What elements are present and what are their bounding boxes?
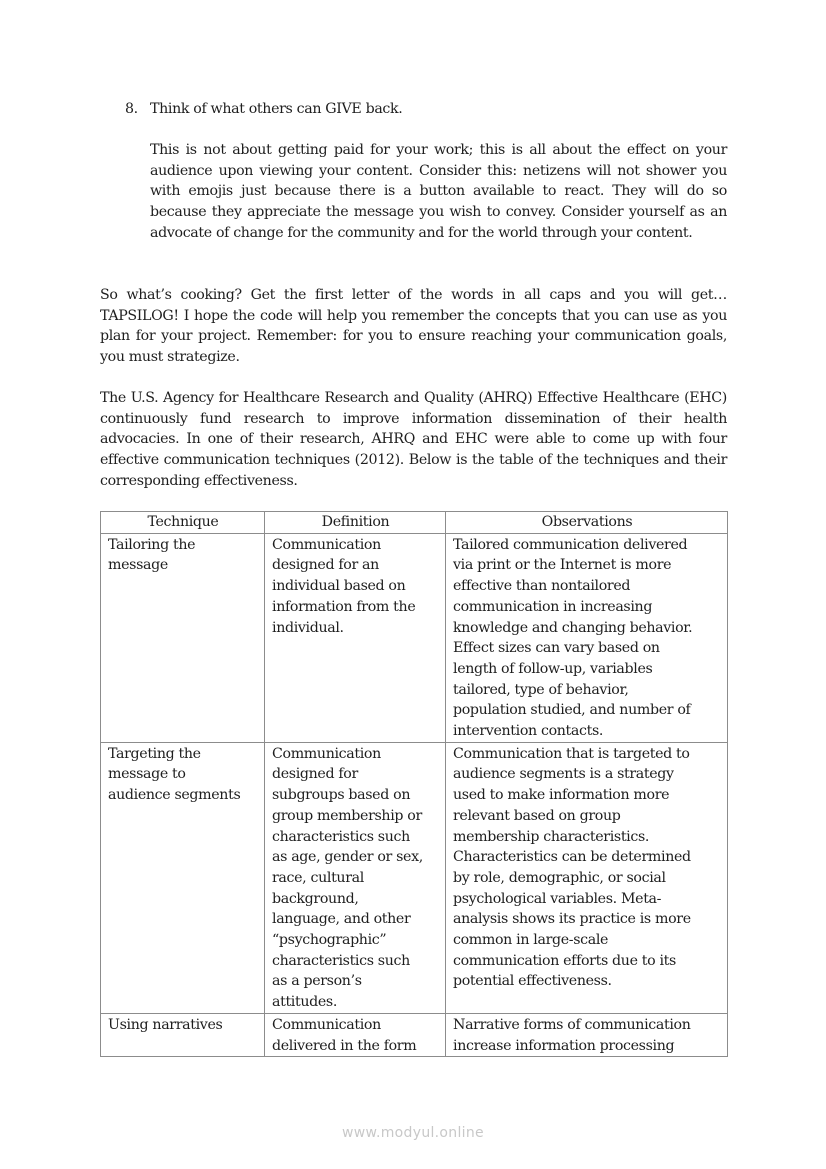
cell-text-line: language, and other: [272, 911, 411, 928]
list-item-title: Think of what others can GIVE back.: [150, 101, 403, 117]
cell-text-line: analysis shows its practice is more: [453, 911, 691, 928]
cell-text-line: tailored, type of behavior,: [453, 681, 629, 698]
table-row: [101, 533, 728, 742]
cell-text-line: communication efforts due to its: [453, 952, 676, 969]
list-item-number: 8.: [125, 101, 138, 117]
cell-technique: [101, 742, 265, 1013]
cell-text-line: audience segments: [108, 787, 241, 804]
header-technique: Technique: [101, 512, 265, 534]
cell-text-line: via print or the Internet is more: [453, 557, 672, 574]
cell-text-line: psychological variables. Meta-: [453, 890, 662, 907]
cell-text-line: effective than nontailored: [453, 578, 631, 595]
list-item-body: This is not about getting paid for your work; this is all about the effect on your audience upon viewing your content. Consider this: netizens will not shower you with emojis just because there is a button available to react. They will do so because they appreciate the message you wish to convey. Consider yourself as an advocate of change for the community and for the world through your content.: [150, 142, 727, 241]
cell-text-line: length of follow-up, variables: [453, 660, 653, 677]
cell-text-line: Using narratives: [108, 1016, 223, 1033]
cell-text-line: relevant based on group: [453, 807, 621, 824]
table-row: [101, 742, 728, 1013]
cell-text-line: Communication: [272, 1016, 381, 1033]
cell-text-line: communication in increasing: [453, 598, 653, 615]
cell-text-line: Tailoring the: [108, 536, 196, 553]
cell-text-line: characteristics such: [272, 828, 410, 845]
cell-text-line: information from the: [272, 598, 416, 615]
cell-observations: [446, 1013, 728, 1056]
cell-definition: [265, 533, 446, 742]
cell-text-line: background,: [272, 890, 359, 907]
header-observations: Observations: [446, 512, 728, 534]
paragraph-tapsilog: So what’s cooking? Get the first letter of the words in all caps and you will get… TAPSILOG! I hope the code will help you remember the concepts that you can use as you plan for your project. Remember: for you to ensure reaching your communication goals, you must strategize.: [100, 287, 727, 366]
cell-text-line: membership characteristics.: [453, 828, 650, 845]
cell-text-line: Communication: [272, 536, 381, 553]
cell-text-line: used to make information more: [453, 787, 670, 804]
cell-text-line: as a person’s: [272, 973, 362, 990]
cell-text-line: individual.: [272, 619, 344, 636]
cell-text-line: group membership or: [272, 807, 422, 824]
cell-observations: [446, 533, 728, 742]
header-definition: Definition: [265, 512, 446, 534]
cell-text-line: race, cultural: [272, 869, 364, 886]
cell-definition: [265, 1013, 446, 1056]
cell-observations: [446, 742, 728, 1013]
cell-text-line: attitudes.: [272, 994, 338, 1011]
cell-text-line: as age, gender or sex,: [272, 849, 423, 866]
paragraph-ahrq: The U.S. Agency for Healthcare Research and Quality (AHRQ) Effective Healthcare (EHC) continuously fund research to improve information dissemination of their health advocacies. In one of their research, AHRQ and EHC were able to come up with four effective communication techniques (2012). Below is the table of the techniques and their corresponding effectiveness.: [100, 390, 727, 489]
cell-text-line: Communication that is targeted to: [453, 745, 690, 762]
cell-definition: [265, 742, 446, 1013]
watermark: www.modyul.online: [342, 1125, 484, 1141]
techniques-table: [100, 511, 728, 1057]
cell-text-line: Targeting the: [108, 745, 201, 762]
cell-text-line: by role, demographic, or social: [453, 869, 666, 886]
cell-text-line: intervention contacts.: [453, 723, 604, 740]
cell-text-line: increase information processing: [453, 1037, 675, 1054]
cell-text-line: individual based on: [272, 578, 406, 595]
cell-text-line: Narrative forms of communication: [453, 1016, 691, 1033]
cell-text-line: Tailored communication delivered: [453, 536, 688, 553]
cell-text-line: Effect sizes can vary based on: [453, 640, 660, 657]
cell-text-line: knowledge and changing behavior.: [453, 619, 693, 636]
cell-technique: [101, 533, 265, 742]
cell-text-line: potential effectiveness.: [453, 973, 612, 990]
cell-text-line: designed for: [272, 766, 358, 783]
cell-text-line: message to: [108, 766, 186, 783]
table-header-row: [101, 512, 728, 534]
list-item-heading: [125, 99, 745, 120]
cell-text-line: characteristics such: [272, 952, 410, 969]
cell-text-line: “psychographic”: [272, 932, 387, 949]
table-row: [101, 1013, 728, 1056]
cell-text-line: population studied, and number of: [453, 702, 691, 719]
cell-text-line: designed for an: [272, 557, 379, 574]
cell-text-line: message: [108, 557, 168, 574]
cell-text-line: common in large-scale: [453, 932, 609, 949]
cell-text-line: audience segments is a strategy: [453, 766, 674, 783]
cell-text-line: delivered in the form: [272, 1037, 417, 1054]
cell-text-line: Communication: [272, 745, 381, 762]
cell-text-line: Characteristics can be determined: [453, 849, 691, 866]
cell-text-line: subgroups based on: [272, 787, 411, 804]
cell-technique: [101, 1013, 265, 1056]
